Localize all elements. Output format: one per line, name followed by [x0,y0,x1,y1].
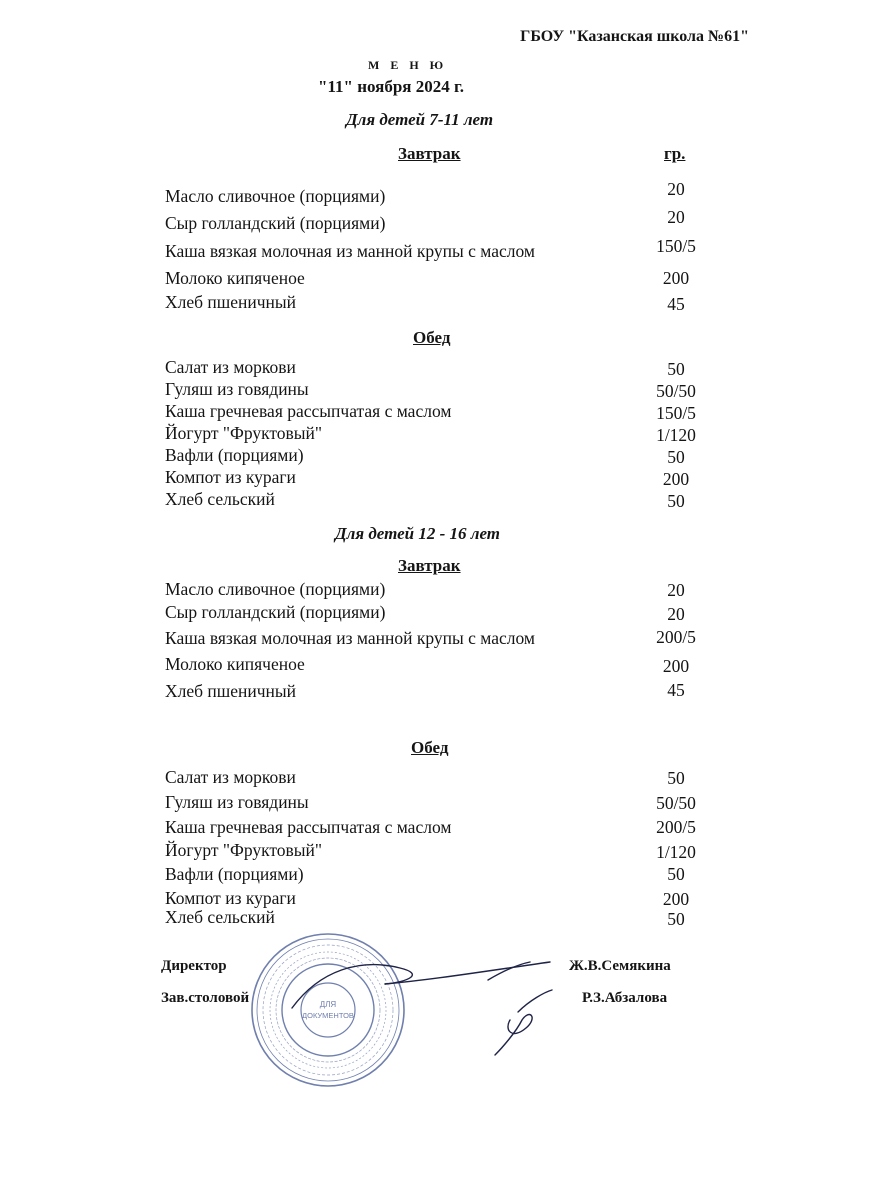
menu-item-qty: 45 [667,680,685,700]
section-title-lunch-12-16: Обед [411,738,449,757]
canteen-manager-role: Зав.столовой [161,990,250,1006]
menu-item-name: Компот из кураги [165,888,296,908]
menu-item-qty: 20 [667,604,685,624]
stamp-text-line-2: ДОКУМЕНТОВ [302,1011,354,1020]
stamp-text-line-1: ДЛЯ [319,1000,337,1009]
menu-item-qty: 50 [667,909,685,929]
menu-item-name: Масло сливочное (порциями) [165,186,386,206]
menu-item-qty: 200 [662,469,690,489]
section-title-breakfast-12-16: Завтрак [398,556,461,575]
menu-item-qty: 20 [667,207,685,227]
menu-item-qty: 200 [662,656,690,676]
menu-item-qty: 50/50 [656,381,696,401]
menu-item-qty: 20 [667,179,685,199]
group-title-7-11: Для детей 7-11 лет [346,110,494,129]
director-role: Директор [161,958,227,974]
menu-item-name: Салат из моркови [165,357,296,377]
menu-item-name: Молоко кипяченое [165,268,305,288]
menu-item-name: Хлеб сельский [165,907,275,927]
menu-item-name: Масло сливочное (порциями) [165,579,386,599]
menu-item-qty: 20 [667,580,685,600]
menu-item-name: Хлеб сельский [165,489,275,509]
group-title-12-16: Для детей 12 - 16 лет [335,524,501,543]
document-title: М Е Н Ю [368,58,448,72]
menu-item-name: Йогурт "Фруктовый" [165,423,323,443]
menu-item-qty: 50 [667,768,685,788]
menu-item-name: Компот из кураги [165,467,296,487]
menu-item-qty: 200 [662,268,690,288]
menu-item-name: Сыр голландский (порциями) [165,213,386,233]
canteen-manager-name: Р.З.Абзалова [582,990,668,1006]
handwritten-signature [290,950,560,1060]
menu-item-qty: 50 [667,359,685,379]
menu-item-qty: 50 [667,864,685,884]
menu-item-qty: 150/5 [656,403,696,423]
menu-item-name: Хлеб пшеничный [165,292,297,312]
menu-item-name: Гуляш из говядины [165,792,309,812]
menu-item-qty: 50/50 [656,793,696,813]
document-date: "11" ноября 2024 г. [318,77,465,96]
menu-item-name: Каша гречневая рассыпчатая с маслом [165,401,452,421]
menu-item-name: Йогурт "Фруктовый" [165,840,323,860]
menu-item-name: Хлеб пшеничный [165,681,297,701]
menu-item-name: Каша гречневая рассыпчатая с маслом [165,817,452,837]
menu-item-name: Каша вязкая молочная из манной крупы с маслом [165,628,535,648]
section-title-breakfast-7-11: Завтрак [398,144,461,163]
menu-item-qty: 200/5 [656,627,696,647]
section-title-lunch-7-11: Обед [413,328,451,347]
menu-item-name: Вафли (порциями) [165,445,304,465]
menu-item-qty: 45 [667,294,685,314]
menu-item-qty: 150/5 [656,236,696,256]
menu-item-name: Молоко кипяченое [165,654,305,674]
menu-item-qty: 200/5 [656,817,696,837]
menu-item-name: Вафли (порциями) [165,864,304,884]
director-name: Ж.В.Семякина [569,958,671,974]
menu-item-qty: 1/120 [656,425,696,445]
menu-item-qty: 50 [667,447,685,467]
menu-item-name: Сыр голландский (порциями) [165,602,386,622]
menu-item-qty: 200 [662,889,690,909]
unit-label-grams: гр. [664,144,686,163]
menu-item-name: Каша вязкая молочная из манной крупы с маслом [165,241,535,261]
menu-item-qty: 1/120 [656,842,696,862]
menu-item-name: Гуляш из говядины [165,379,309,399]
menu-item-name: Салат из моркови [165,767,296,787]
menu-item-qty: 50 [667,491,685,511]
organization-name: ГБОУ "Казанская школа №61" [520,28,749,45]
